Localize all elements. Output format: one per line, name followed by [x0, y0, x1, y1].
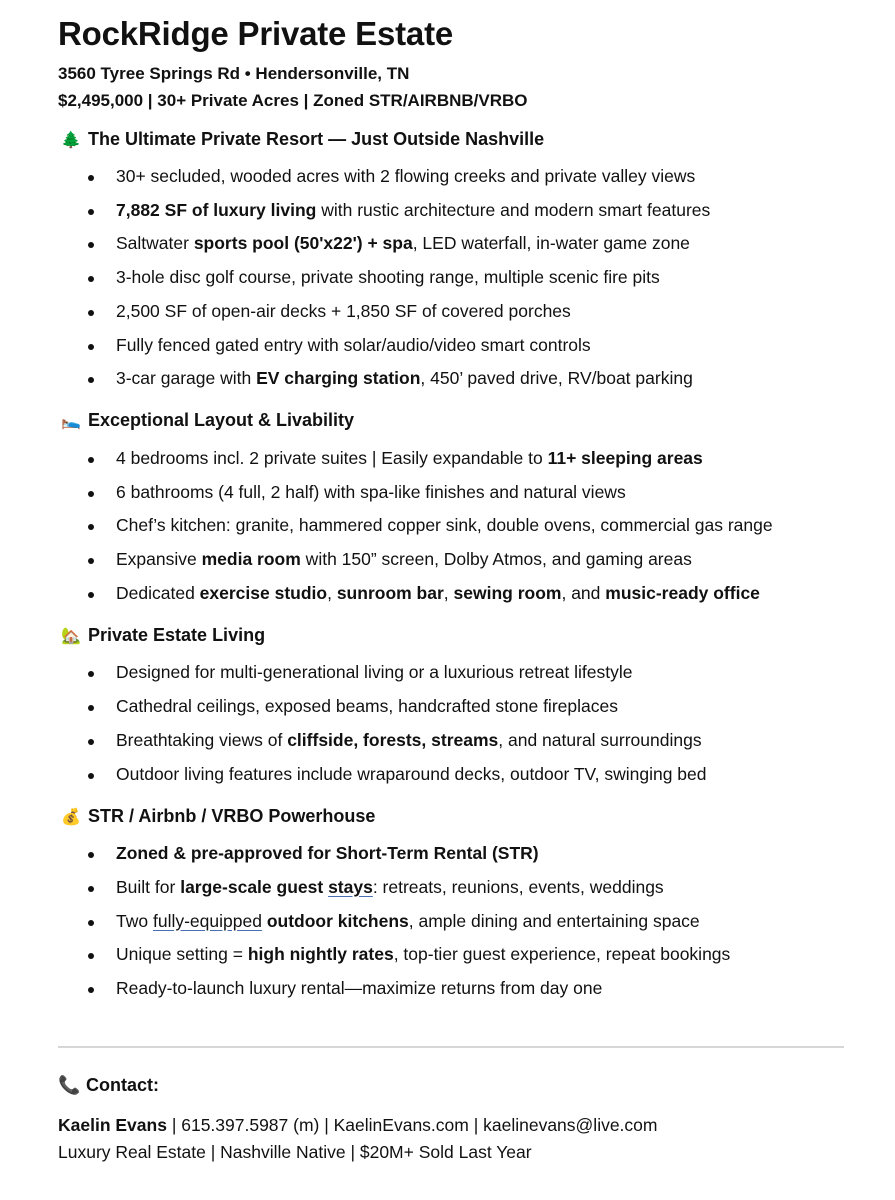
- bullet-list: [58, 837, 848, 1006]
- text: with rustic architecture and modern smart features: [316, 199, 711, 220]
- list-item: [58, 577, 848, 611]
- bold-text: large-scale guest: [180, 876, 329, 897]
- list-item: [58, 362, 848, 396]
- list-item: [58, 758, 848, 792]
- bold-text: outdoor kitchens: [266, 910, 409, 931]
- bold-text: Zoned & pre-approved for Short-Term Rental (STR): [116, 843, 539, 864]
- money-bag-icon: [60, 807, 82, 826]
- text: Fully fenced gated entry with solar/audio/video smart controls: [116, 334, 591, 355]
- text: 30+ secluded, wooded acres with 2 flowing creeks and private valley views: [116, 166, 696, 186]
- text: Chef’s kitchen: granite, hammered copper sink, double ovens, commercial gas range: [116, 515, 773, 536]
- text: , LED waterfall, in-water game zone: [412, 233, 690, 254]
- text: Built for: [116, 876, 181, 897]
- house-with-garden-icon: [60, 626, 82, 645]
- section-heading-label: Private Estate Living: [88, 624, 266, 645]
- list-item: [58, 295, 848, 329]
- list-item: [58, 972, 848, 1006]
- list-item: [58, 509, 848, 543]
- listing-page: [58, 14, 848, 1006]
- contact-details: | 615.397.5987 (m) | KaelinEvans.com | kaelinevans@live.com: [166, 1115, 658, 1135]
- text: Cathedral ceilings, exposed beams, handcrafted stone fireplaces: [116, 696, 618, 717]
- text: 3-hole disc golf course, private shooting range, multiple scenic fire pits: [116, 267, 660, 288]
- list-item: [58, 194, 848, 228]
- text: fully-equipped: [152, 910, 262, 931]
- list-item: [58, 543, 848, 577]
- text: , 450’ paved drive, RV/boat parking: [420, 368, 693, 389]
- contact-line: [58, 1112, 848, 1139]
- text: with 150” screen, Dolby Atmos, and gaming areas: [300, 549, 692, 570]
- text: Designed for multi-generational living or a luxurious retreat lifestyle: [116, 662, 633, 683]
- evergreen-tree-icon: [60, 130, 82, 149]
- section: [58, 618, 848, 791]
- bold-text: EV charging station: [256, 368, 421, 389]
- text: Outdoor living features include wraparound decks, outdoor TV, swinging bed: [116, 763, 707, 784]
- agent-tagline: Luxury Real Estate | Nashville Native | $20M+ Sold Last Year: [58, 1142, 532, 1162]
- contact-heading: [58, 1070, 848, 1100]
- text: Two: [116, 910, 153, 931]
- text: , and natural surroundings: [498, 729, 702, 750]
- section: [58, 122, 848, 396]
- bold-text: stays: [328, 876, 373, 897]
- list-item: [58, 160, 848, 194]
- list-item: [58, 227, 848, 261]
- bold-text: sports pool (50'x22') + spa: [193, 233, 413, 254]
- list-item: [58, 837, 848, 871]
- text: Expansive: [116, 549, 202, 570]
- text: : retreats, reunions, events, weddings: [372, 876, 664, 897]
- text: , and: [561, 582, 606, 603]
- feature-sections: [58, 122, 848, 1006]
- list-item: [58, 476, 848, 510]
- page-title: RockRidge Private Estate: [58, 15, 454, 52]
- contact-block: [58, 1070, 848, 1166]
- section-heading-label: Exceptional Layout & Livability: [88, 410, 355, 431]
- bold-text: sunroom bar: [336, 582, 444, 603]
- text: 3-car garage with: [116, 368, 257, 389]
- bullet-list: [58, 442, 848, 611]
- section-heading: [60, 404, 848, 438]
- list-item: [58, 690, 848, 724]
- section-heading-label: The Ultimate Private Resort — Just Outside Nashville: [88, 128, 545, 149]
- section-heading: [60, 618, 848, 652]
- bold-text: 11+ sleeping areas: [547, 447, 703, 468]
- bed-icon: [60, 411, 82, 430]
- text: 4 bedrooms incl. 2 private suites | Easily expandable to: [116, 447, 548, 468]
- bullet-list: [58, 656, 848, 791]
- text: ,: [443, 582, 454, 603]
- list-item: [58, 656, 848, 690]
- list-item: [58, 938, 848, 972]
- bold-text: 7,882 SF of luxury living: [116, 199, 317, 220]
- bold-text: sewing room: [453, 582, 562, 603]
- list-item: [58, 329, 848, 363]
- bullet-list: [58, 160, 848, 396]
- bold-text: music-ready office: [605, 582, 760, 603]
- section-heading-label: STR / Airbnb / VRBO Powerhouse: [88, 805, 376, 826]
- text: , ample dining and entertaining space: [408, 910, 700, 931]
- bold-text: high nightly rates: [247, 944, 394, 965]
- text: Breathtaking views of: [116, 729, 288, 750]
- contact-heading-label: Contact:: [86, 1074, 159, 1095]
- address-line: 3560 Tyree Springs Rd • Hendersonville, TN: [58, 64, 410, 83]
- list-item: [58, 261, 848, 295]
- list-item: [58, 871, 848, 905]
- agent-name: Kaelin Evans: [58, 1115, 167, 1135]
- list-item: [58, 724, 848, 758]
- text: 2,500 SF of open-air decks + 1,850 SF of covered porches: [116, 300, 571, 321]
- telephone-receiver-icon: [58, 1075, 80, 1096]
- section-heading: [60, 122, 848, 156]
- price-line: $2,495,000 | 30+ Private Acres | Zoned STR/AIRBNB/VRBO: [58, 91, 528, 110]
- list-item: [58, 905, 848, 939]
- bold-text: cliffside, forests, streams: [287, 729, 499, 750]
- text: 6 bathrooms (4 full, 2 half) with spa-like finishes and natural views: [116, 481, 626, 502]
- divider: [58, 1046, 844, 1048]
- bold-text: media room: [201, 549, 301, 570]
- text: Dedicated: [116, 582, 200, 603]
- section: [58, 404, 848, 611]
- text: , top-tier guest experience, repeat bookings: [393, 944, 731, 965]
- text: Saltwater: [116, 233, 194, 254]
- section-heading: [60, 799, 848, 833]
- text: Ready-to-launch luxury rental—maximize returns from day one: [116, 978, 603, 999]
- list-item: [58, 442, 848, 476]
- text: Unique setting =: [116, 944, 248, 965]
- text: ,: [327, 582, 337, 603]
- bold-text: exercise studio: [199, 582, 328, 603]
- section: [58, 799, 848, 1006]
